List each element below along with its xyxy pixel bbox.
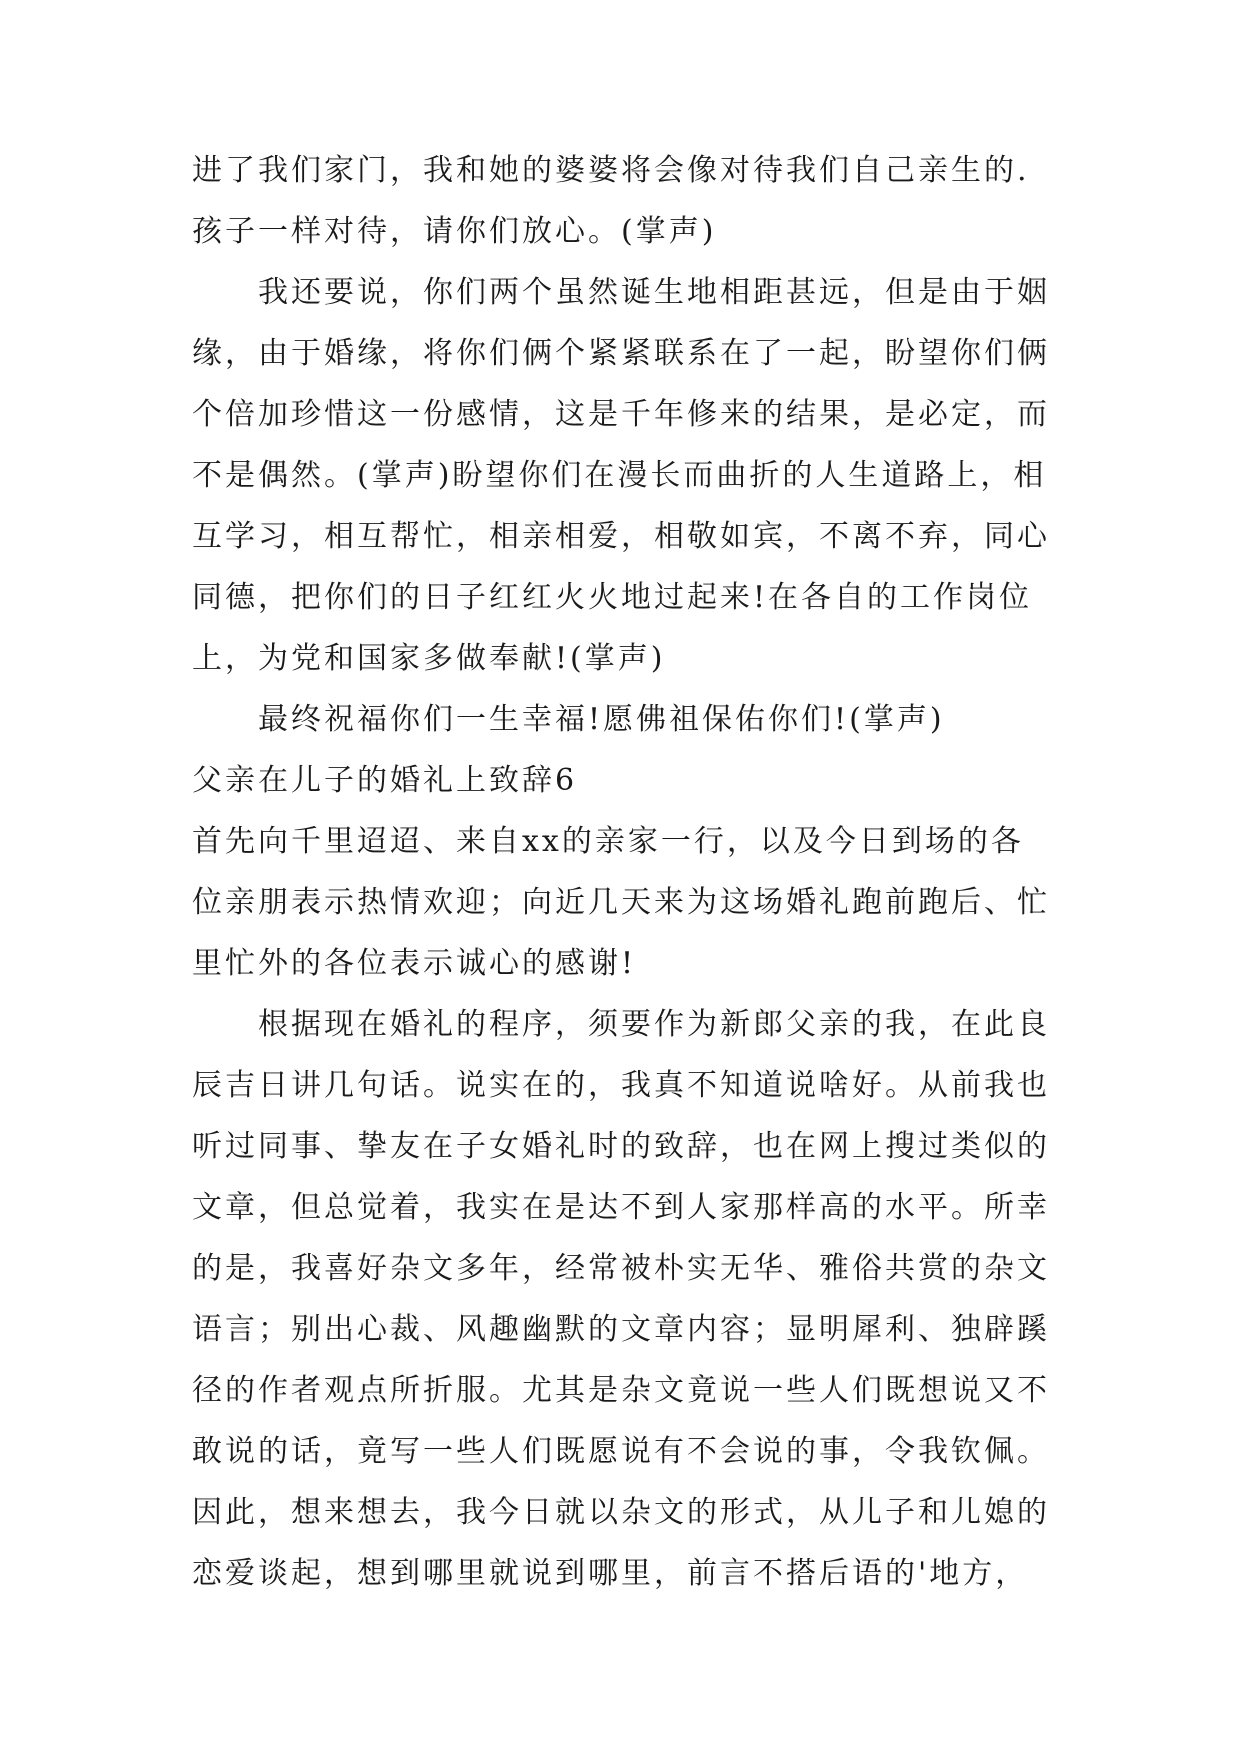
text-line: 因此，想来想去，我今日就以杂文的形式，从儿子和儿媳的 [192, 1495, 1050, 1530]
text-line: 恋爱谈起，想到哪里就说到哪里，前言不搭后语的'地方， [192, 1556, 1029, 1591]
text-line: 径的作者观点所折服。尤其是杂文竟说一些人们既想说又不 [192, 1373, 1050, 1408]
text-line: 辰吉日讲几句话。说实在的，我真不知道说啥好。从前我也 [192, 1068, 1050, 1103]
text-line: 互学习，相互帮忙，相亲相爱，相敬如宾，不离不弃，同心 [192, 519, 1050, 554]
text-line: 同德，把你们的日子红红火火地过起来!在各自的工作岗位 [192, 580, 1033, 615]
text-line: 我还要说，你们两个虽然诞生地相距甚远，但是由于姻 [258, 275, 1050, 310]
text-line: 首先向千里迢迢、来自xx的亲家一行，以及今日到场的各 [192, 824, 1024, 859]
text-line: 位亲朋表示热情欢迎；向近几天来为这场婚礼跑前跑后、忙 [192, 885, 1050, 920]
text-line: 进了我们家门，我和她的婆婆将会像对待我们自己亲生的. [192, 153, 1030, 188]
text-line: 敢说的话，竟写一些人们既愿说有不会说的事，令我钦佩。 [192, 1434, 1050, 1469]
text-line: 根据现在婚礼的程序，须要作为新郎父亲的我，在此良 [258, 1007, 1050, 1042]
section-heading: 父亲在儿子的婚礼上致辞6 [192, 763, 578, 798]
text-line: 不是偶然。(掌声)盼望你们在漫长而曲折的人生道路上，相 [192, 458, 1047, 493]
document-body [192, 140, 1092, 1604]
text-line: 孩子一样对待，请你们放心。(掌声) [192, 214, 717, 249]
text-line: 听过同事、挚友在子女婚礼时的致辞，也在网上搜过类似的 [192, 1129, 1050, 1164]
text-line: 最终祝福你们一生幸福!愿佛祖保佑你们!(掌声) [258, 702, 945, 737]
text-line: 的是，我喜好杂文多年，经常被朴实无华、雅俗共赏的杂文 [192, 1251, 1050, 1286]
text-line: 里忙外的各位表示诚心的感谢! [192, 946, 637, 981]
text-line: 缘，由于婚缘，将你们俩个紧紧联系在了一起，盼望你们俩 [192, 336, 1050, 371]
text-line: 个倍加珍惜这一份感情，这是千年修来的结果，是必定，而 [192, 397, 1050, 432]
text-line: 上，为党和国家多做奉献!(掌声) [192, 641, 666, 676]
text-line: 文章，但总觉着，我实在是达不到人家那样高的水平。所幸 [192, 1190, 1050, 1225]
text-line: 语言；别出心裁、风趣幽默的文章内容；显明犀利、独辟蹊 [192, 1312, 1050, 1347]
